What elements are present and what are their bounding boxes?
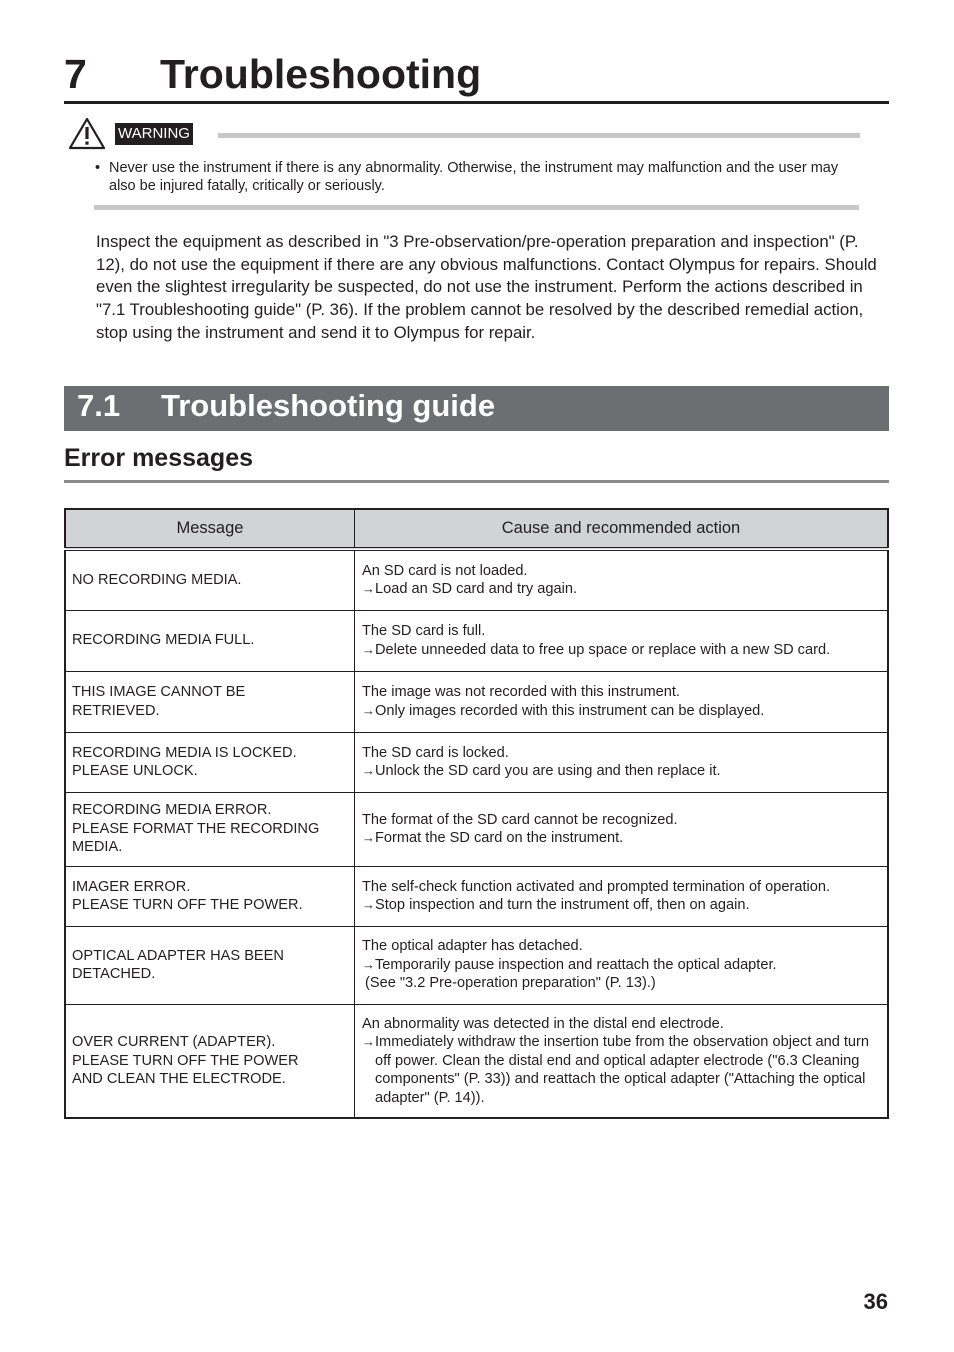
- action-line: [362, 641, 881, 660]
- action-text: Format the SD card on the instrument.: [375, 830, 624, 846]
- table-row: [65, 926, 888, 1004]
- arrow-icon: →: [362, 956, 375, 972]
- cause-action-cell: [355, 1004, 889, 1118]
- table-row: [65, 1004, 888, 1118]
- table-header-row: [65, 509, 888, 549]
- message-cell: [65, 926, 355, 1004]
- cause-action-cell: [355, 732, 889, 792]
- message-line: AND CLEAN THE ELECTRODE.: [72, 1071, 286, 1087]
- warning-bottom-divider: [94, 205, 859, 210]
- cause-text: The image was not recorded with this instrument.: [362, 684, 680, 700]
- cause-text: The SD card is full.: [362, 623, 486, 639]
- action-text: Stop inspection and turn the instrument off, then on again.: [375, 897, 750, 913]
- message-line: PLEASE TURN OFF THE POWER.: [72, 897, 303, 913]
- message-line: MEDIA.: [72, 839, 123, 856]
- chapter-heading: Troubleshooting: [160, 51, 482, 97]
- table-row: [65, 610, 888, 671]
- cause-action-cell: [355, 671, 889, 732]
- message-line: IMAGER ERROR.: [72, 878, 191, 895]
- warning-triangle-icon: [68, 117, 106, 150]
- message-cell: [65, 1004, 355, 1118]
- section-number: 7.1: [77, 388, 121, 423]
- cause-text: An abnormality was detected in the distal end electrode.: [362, 1015, 724, 1032]
- message-line: NO RECORDING MEDIA.: [72, 572, 242, 588]
- arrow-icon: →: [362, 702, 375, 718]
- action-line: [362, 762, 881, 781]
- message-line: THIS IMAGE CANNOT BE: [72, 684, 246, 700]
- message-cell: [65, 792, 355, 866]
- intro-paragraph: Inspect the equipment as described in "3 Pre-observation/pre-operation preparation and inspection" (P. 12), do not use the equipment if there are any obvious malfunctions. Contact Olympus for repairs. Should even the slightest irregularity be suspected, do not use the instrument. Perform the actions described in "7.1 Troubleshooting guide" (P. 36). If the problem cannot be resolved by the described remedial action, stop using the instrument and send it to Olympus for repair.: [96, 232, 877, 342]
- warning-text: Never use the instrument if there is any abnormality. Otherwise, the instrument may malfunction and the user may also be injured fatally, critically or seriously.: [109, 160, 839, 194]
- message-line: PLEASE FORMAT THE RECORDING: [72, 820, 320, 837]
- cause-action-cell: [355, 866, 889, 926]
- cause-action-cell: [355, 926, 889, 1004]
- table-row: [65, 866, 888, 926]
- message-line: OVER CURRENT (ADAPTER).: [72, 1034, 276, 1050]
- action-text: Delete unneeded data to free up space or replace with a new SD card.: [375, 641, 831, 658]
- message-cell: [65, 610, 355, 671]
- arrow-icon: →: [362, 581, 375, 597]
- warning-label: WARNING: [115, 123, 193, 145]
- error-messages-table: [64, 508, 889, 1119]
- arrow-icon: →: [362, 763, 375, 778]
- message-line: PLEASE TURN OFF THE POWER: [72, 1052, 299, 1069]
- arrow-icon: →: [362, 830, 375, 845]
- cause-action-cell: [355, 610, 889, 671]
- arrow-icon: →: [362, 897, 375, 912]
- action-line: [362, 829, 881, 848]
- message-cell: [65, 732, 355, 792]
- column-header-message: Message: [65, 509, 355, 549]
- cause-text: The format of the SD card cannot be recognized.: [362, 811, 678, 828]
- cause-text: The self-check function activated and prompted termination of operation.: [362, 878, 831, 895]
- message-line: RETRIEVED.: [72, 702, 160, 719]
- action-line: [362, 896, 881, 915]
- warning-header: [68, 117, 860, 151]
- section-heading-bar: [64, 386, 889, 431]
- page-number: 36: [863, 1289, 888, 1314]
- message-line: RECORDING MEDIA FULL.: [72, 632, 255, 649]
- message-line: RECORDING MEDIA IS LOCKED.: [72, 744, 297, 761]
- action-text: Only images recorded with this instrument can be displayed.: [375, 702, 765, 719]
- action-text: Load an SD card and try again.: [375, 581, 578, 598]
- action-line: [362, 580, 881, 599]
- action-text: Temporarily pause inspection and reattach the optical adapter.: [375, 956, 777, 973]
- table-row: [65, 732, 888, 792]
- section-title: Troubleshooting guide: [161, 388, 496, 423]
- column-header-cause-action: Cause and recommended action: [355, 509, 889, 549]
- message-line: PLEASE UNLOCK.: [72, 763, 198, 779]
- table-row: [65, 792, 888, 866]
- message-line: DETACHED.: [72, 966, 156, 982]
- cause-text: The optical adapter has detached.: [362, 938, 583, 955]
- cause-text: The SD card is locked.: [362, 744, 509, 761]
- chapter-number: 7: [64, 51, 87, 97]
- action-line: [362, 1033, 881, 1107]
- arrow-icon: →: [362, 641, 375, 657]
- action-text: Unlock the SD card you are using and then replace it.: [375, 763, 721, 779]
- table-row: [65, 549, 888, 610]
- table-row: [65, 671, 888, 732]
- cause-action-cell: [355, 792, 889, 866]
- message-line: RECORDING MEDIA ERROR.: [72, 802, 272, 819]
- message-line: OPTICAL ADAPTER HAS BEEN: [72, 947, 284, 964]
- action-line: [362, 702, 881, 721]
- action-text: Immediately withdraw the insertion tube from the observation object and turn off power. Clean the distal end and optical adapter electrode ("6.3 Cleaning components" (P. 33)) and reattach the optical adapter ("Attaching the optical adapter" (P. 14)).: [375, 1034, 870, 1106]
- chapter-title: [64, 48, 889, 104]
- action-line: [362, 956, 881, 975]
- arrow-icon: →: [362, 1034, 375, 1049]
- cause-text: An SD card is not loaded.: [362, 562, 528, 579]
- message-cell: [65, 866, 355, 926]
- message-cell: [65, 549, 355, 610]
- bullet-mark: •: [95, 160, 101, 176]
- cause-action-cell: [355, 549, 889, 610]
- message-cell: [65, 671, 355, 732]
- reference-note: (See "3.2 Pre-operation preparation" (P. 13).): [365, 975, 656, 992]
- subsection-heading: Error messages: [64, 440, 889, 483]
- warning-divider: [218, 133, 860, 138]
